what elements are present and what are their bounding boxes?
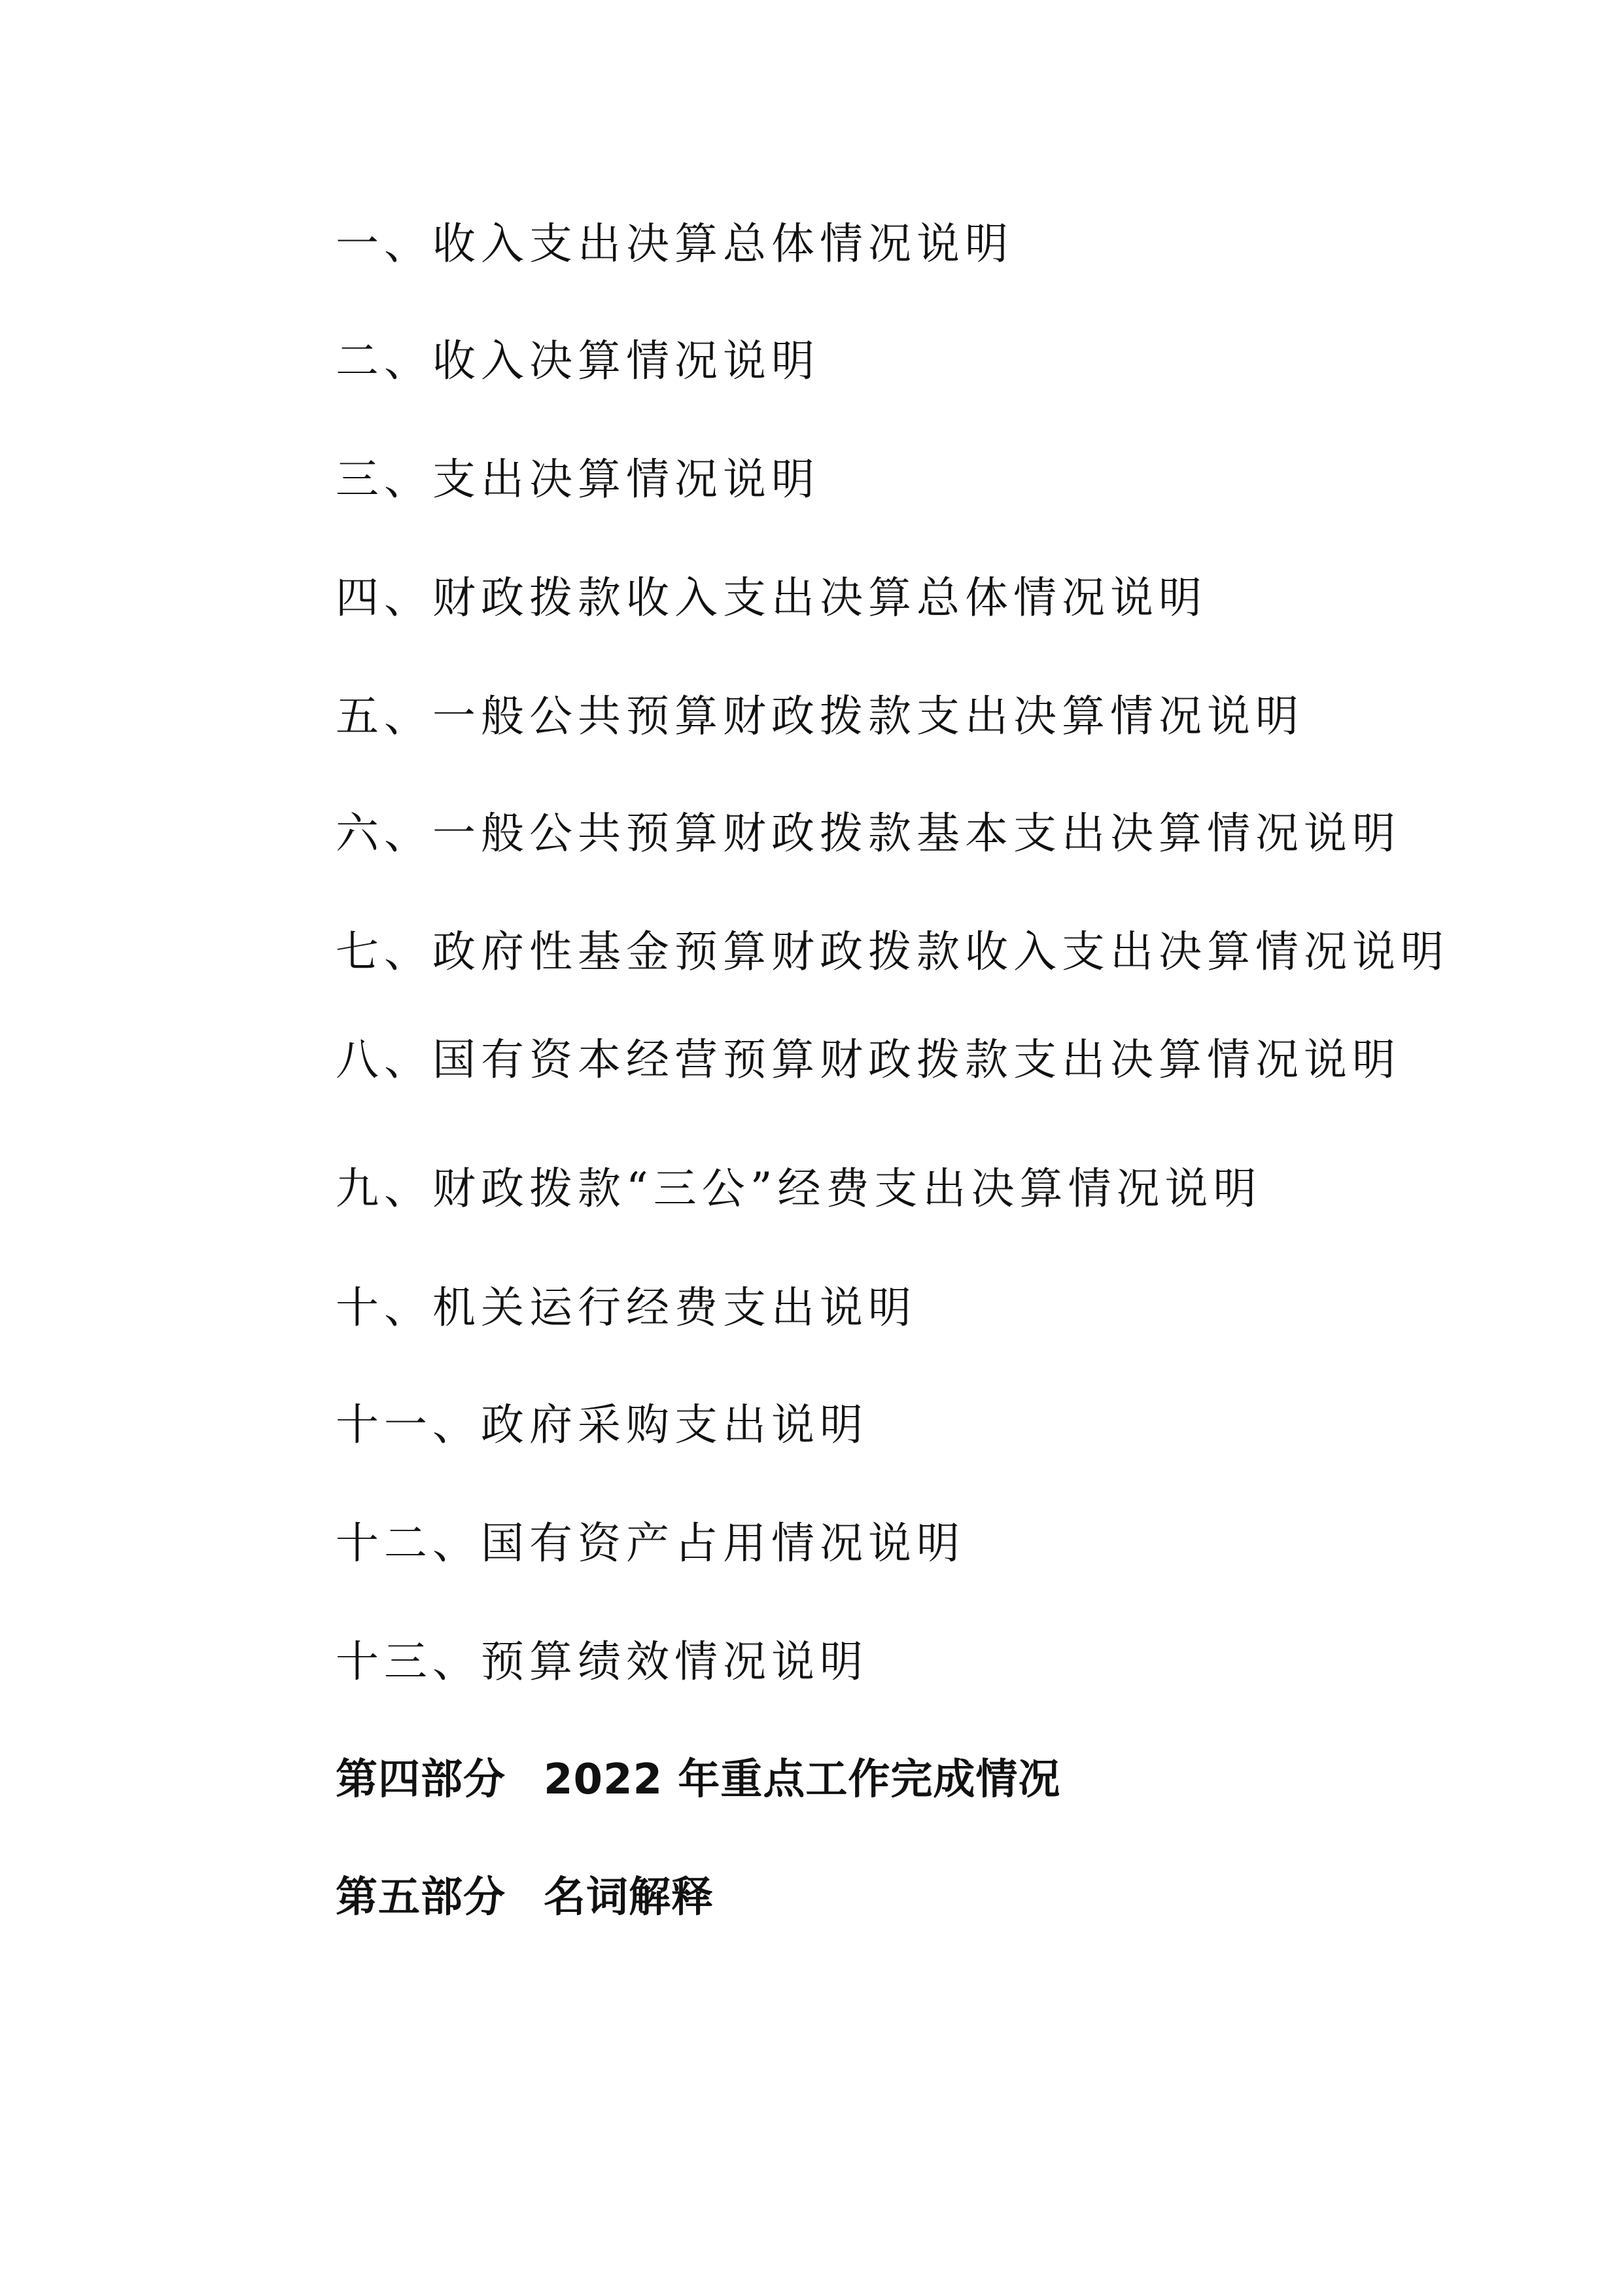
toc-item-state-assets: 十二、国有资产占用情况说明 [336,1518,965,1568]
toc-item-budget-performance: 十三、预算绩效情况说明 [336,1636,868,1687]
toc-item-income-accounts: 二、收入决算情况说明 [336,336,820,386]
toc-part-five [336,1873,714,1922]
toc-item-three-public-expenses: 九、财政拨款“三公”经费支出决算情况说明 [336,1163,1262,1214]
toc-item-income-expenditure-overview: 一、收入支出决算总体情况说明 [336,219,1013,269]
part-title: 2022 年重点工作完成情况 [544,1756,1061,1804]
toc-item-fiscal-appropriation-overview: 四、财政拨款收入支出决算总体情况说明 [336,573,1207,623]
part-number: 第五部分 [336,1873,506,1922]
toc-item-general-budget-expenditure: 五、一般公共预算财政拨款支出决算情况说明 [336,691,1304,741]
toc-item-government-procurement: 十一、政府采购支出说明 [336,1400,868,1450]
toc-part-four [336,1756,1061,1804]
part-title: 名词解释 [544,1873,714,1922]
toc-item-state-capital-budget: 八、国有资本经营预算财政拨款支出决算情况说明 [336,1034,1401,1085]
toc-item-operating-expenses: 十、机关运行经费支出说明 [336,1282,916,1333]
part-number: 第四部分 [336,1756,506,1804]
toc-item-government-fund-budget: 七、政府性基金预算财政拨款收入支出决算情况说明 [336,927,1449,977]
toc-item-expenditure-accounts: 三、支出决算情况说明 [336,454,820,504]
toc-item-general-budget-basic-expenditure: 六、一般公共预算财政拨款基本支出决算情况说明 [336,808,1401,858]
